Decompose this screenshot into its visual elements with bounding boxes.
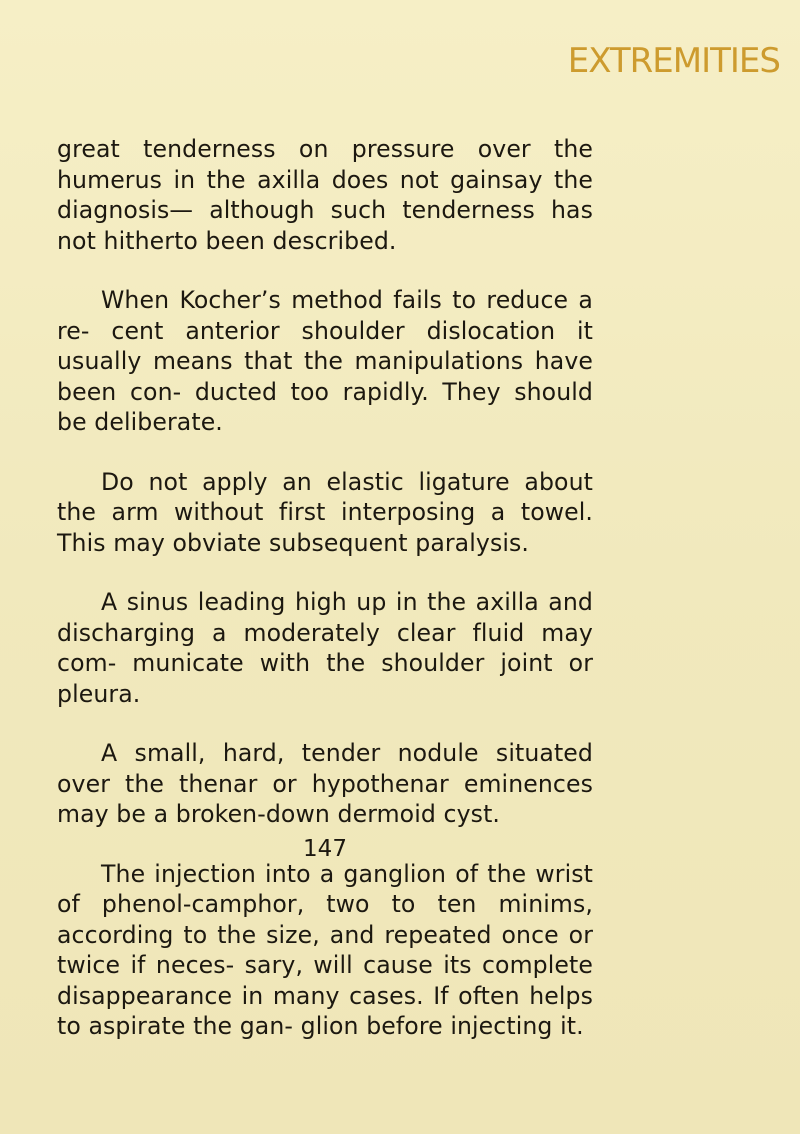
paragraph-1: great tenderness on pressure over the humerus in the axilla does not gainsay the diagnosis— although such tenderness has not hitherto been described.	[57, 135, 593, 255]
paragraph-4: A sinus leading high up in the axilla and discharging a moderately clear fluid may com- municate with the shoulder joint or pleura.	[57, 588, 593, 708]
paragraph-6: The injection into a ganglion of the wrist of phenol-camphor, two to ten minims, according to the size, and repeated once or twice if neces- sary, will cause its complete disappearance in many cases. If often helps to aspirate the gan- glion before injecting it.	[57, 859, 593, 1040]
body-text	[57, 134, 593, 1071]
page-number: 147	[303, 836, 347, 862]
paragraph-2: When Kocher’s method fails to reduce a re- cent anterior shoulder dislocation it usually means that the manipulations have been con- ducted too rapidly. They should be deliberate.	[57, 286, 593, 436]
paragraph-5: A small, hard, tender nodule situated over the thenar or hypothenar eminences may be a broken-down dermoid cyst.	[57, 739, 593, 828]
running-head-title: EXTREMITIES	[567, 41, 780, 81]
paragraph-3: Do not apply an elastic ligature about the arm without first interposing a towel. This may obviate subsequent paralysis.	[57, 467, 593, 557]
